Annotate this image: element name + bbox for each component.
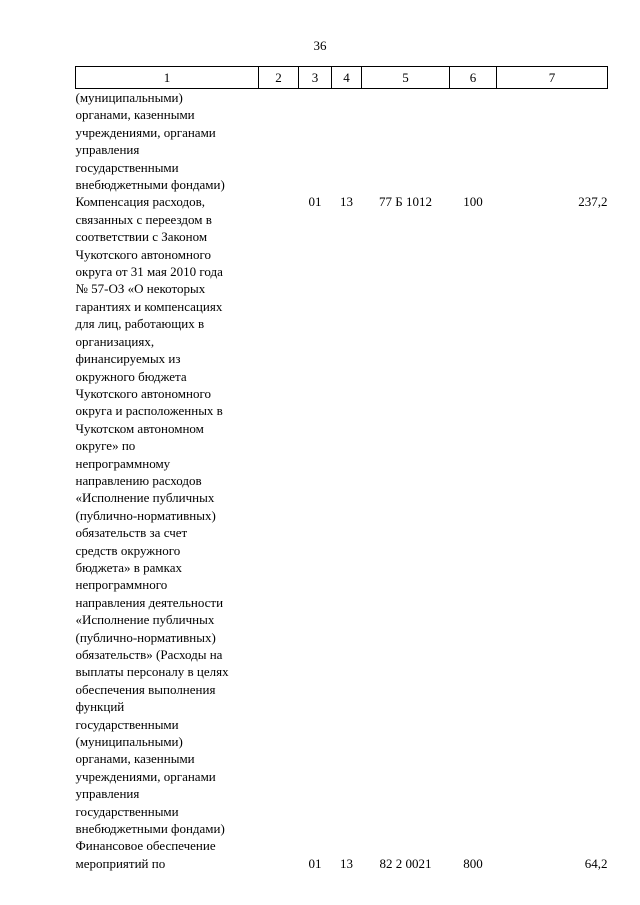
column-header-2: 2 (259, 67, 299, 89)
column-header-3: 3 (299, 67, 332, 89)
row-expense-type: 100 (463, 194, 483, 210)
row-col2 (259, 89, 299, 194)
row-expense-type: 800 (463, 855, 483, 871)
row-subsection (332, 89, 362, 194)
row-description: Компенсация расходов, связанных с переездом в соответствии с Законом Чукотского автономного округа от 31 мая 2010 года № 57-ОЗ «О некоторых гарантиях и компенсациях для лиц, работающих в организациях, финансируемых из окружного бюджета Чукотского автономного округа и расположенных в Чукотском автономном округе» по непрограммному направлению расходов «Исполнение публичных (публично-нормативных) обязательств за счет средств окружного бюджета» в рамках непрограммного направления деятельности «Исполнение публичных (публично-нормативных) обязательств» (Расходы на выплаты персоналу в целях обеспечения выполнения функций государственными (муниципальными) органами, казенными учреждениями, органами управления государственными внебюджетными фондами) (75, 194, 229, 837)
row-section: 01 (308, 194, 322, 210)
table-row (76, 89, 608, 194)
table-row (76, 193, 608, 837)
row-target-article: 77 Б 1012 (379, 194, 432, 210)
row-amount (497, 89, 608, 194)
page-number: 36 (313, 38, 327, 53)
row-amount: 64,2 (584, 855, 608, 871)
column-number-header-row (76, 67, 608, 89)
table-row (76, 837, 608, 872)
row-description: (муниципальными) органами, казенными учреждениями, органами управления государственными внебюджетными фондами) (75, 90, 225, 193)
row-subsection: 13 (340, 855, 353, 871)
budget-table (75, 66, 608, 872)
row-amount: 237,2 (578, 194, 608, 210)
row-target-article (362, 89, 450, 194)
row-col2 (259, 193, 299, 837)
column-header-5: 5 (362, 67, 450, 89)
column-header-1: 1 (76, 67, 259, 89)
column-header-4: 4 (332, 67, 362, 89)
column-header-7: 7 (497, 67, 608, 89)
row-col2 (259, 837, 299, 872)
row-subsection: 13 (340, 194, 353, 210)
column-header-6: 6 (450, 67, 497, 89)
row-section (299, 89, 332, 194)
row-expense-type (450, 89, 497, 194)
row-description: Финансовое обеспечение мероприятий по (75, 838, 216, 871)
row-section: 01 (308, 855, 322, 871)
row-target-article: 82 2 0021 (379, 855, 432, 871)
